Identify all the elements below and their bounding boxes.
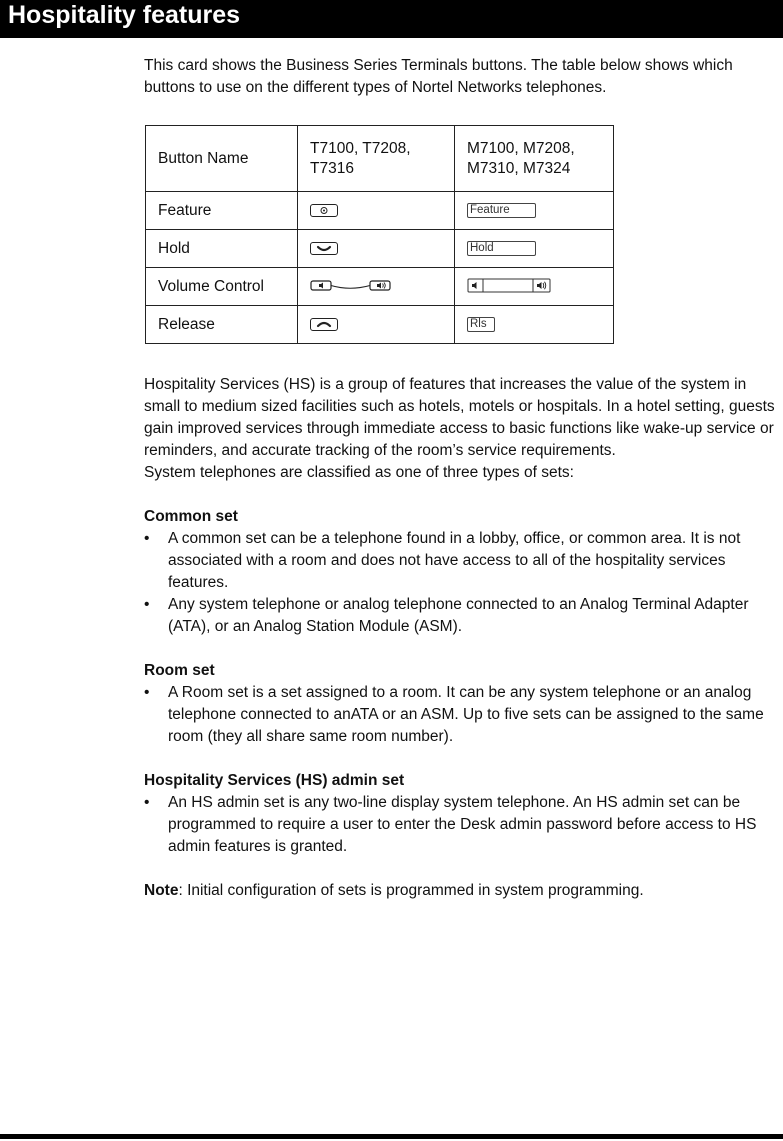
feature-key-icon [310,204,338,217]
list-item: • A Room set is a set assigned to a room. It can be any system telephone or an analog telephone connected to anATA or an ASM. Up to five sets can be assigned to the same room (they all share same room number). [144,684,764,745]
bullet-marker: • [144,794,150,811]
bullet-marker: • [144,530,150,547]
list-item: • A common set can be a telephone found in a lobby, office, or common area. It is not associated with a room and does not have access to all of the hospitality services features. [144,530,741,591]
note-label: Note [144,882,179,899]
set-types-intro: System telephones are classified as one of three types of sets: [144,464,574,481]
row-name: Volume Control [146,268,298,306]
admin-set-heading: Hospitality Services (HS) admin set [144,772,405,789]
hold-key-label: Hold [467,241,536,256]
volume-bar-icon [310,279,392,293]
note-text: : Initial configuration of sets is programmed in system programming. [178,882,644,899]
body-text [144,374,778,902]
common-set-list [144,528,778,638]
m-cell [455,230,614,268]
room-set-list [144,682,778,748]
table-row [146,230,614,268]
m-cell [455,192,614,230]
t-cell [298,230,455,268]
title-bar [0,0,783,38]
header-m-series: M7100, M7208, M7310, M7324 [455,126,614,192]
hold-key-icon [310,242,338,255]
release-key-label: Rls [467,317,495,332]
m-cell [455,268,614,306]
row-name: Release [146,306,298,344]
row-name: Feature [146,192,298,230]
volume-bar-m-icon [467,278,551,294]
footer-rule [0,1134,783,1139]
header-button-name: Button Name [146,126,298,192]
header-t-series: T7100, T7208, T7316 [298,126,455,192]
table-row [146,306,614,344]
m-cell [455,306,614,344]
intro-paragraph: This card shows the Business Series Terminals buttons. The table below shows which buttons to use on the different types of Nortel Networks telephones. [144,57,733,96]
bullet-marker: • [144,596,150,613]
bullet-marker: • [144,684,150,701]
t-cell [298,192,455,230]
t-cell [298,306,455,344]
list-item: • An HS admin set is any two-line display system telephone. An HS admin set can be programmed to require a user to enter the Desk admin password before access to HS admin features is granted. [144,794,757,855]
row-name: Hold [146,230,298,268]
feature-key-label: Feature [467,203,536,218]
hs-description: Hospitality Services (HS) is a group of features that increases the value of the system in small to medium sized facilities such as hotels, motels or hospitals. In a hotel setting, guests gain improved services through immediate access to basic functions like wake-up service or reminders, and accurate tracking of the room’s service requirements. [144,376,775,459]
note-paragraph [144,880,778,902]
table-row [146,192,614,230]
page-title: Hospitality features [8,1,241,29]
common-set-heading: Common set [144,508,238,525]
admin-set-list [144,792,778,858]
table-header-row [146,126,614,192]
release-key-icon [310,318,338,331]
room-set-heading: Room set [144,662,215,679]
list-item: • Any system telephone or analog telephone connected to an Analog Terminal Adapter (ATA), or an Analog Station Module (ASM). [144,596,749,635]
table-row [146,268,614,306]
t-cell [298,268,455,306]
button-table [145,125,614,344]
